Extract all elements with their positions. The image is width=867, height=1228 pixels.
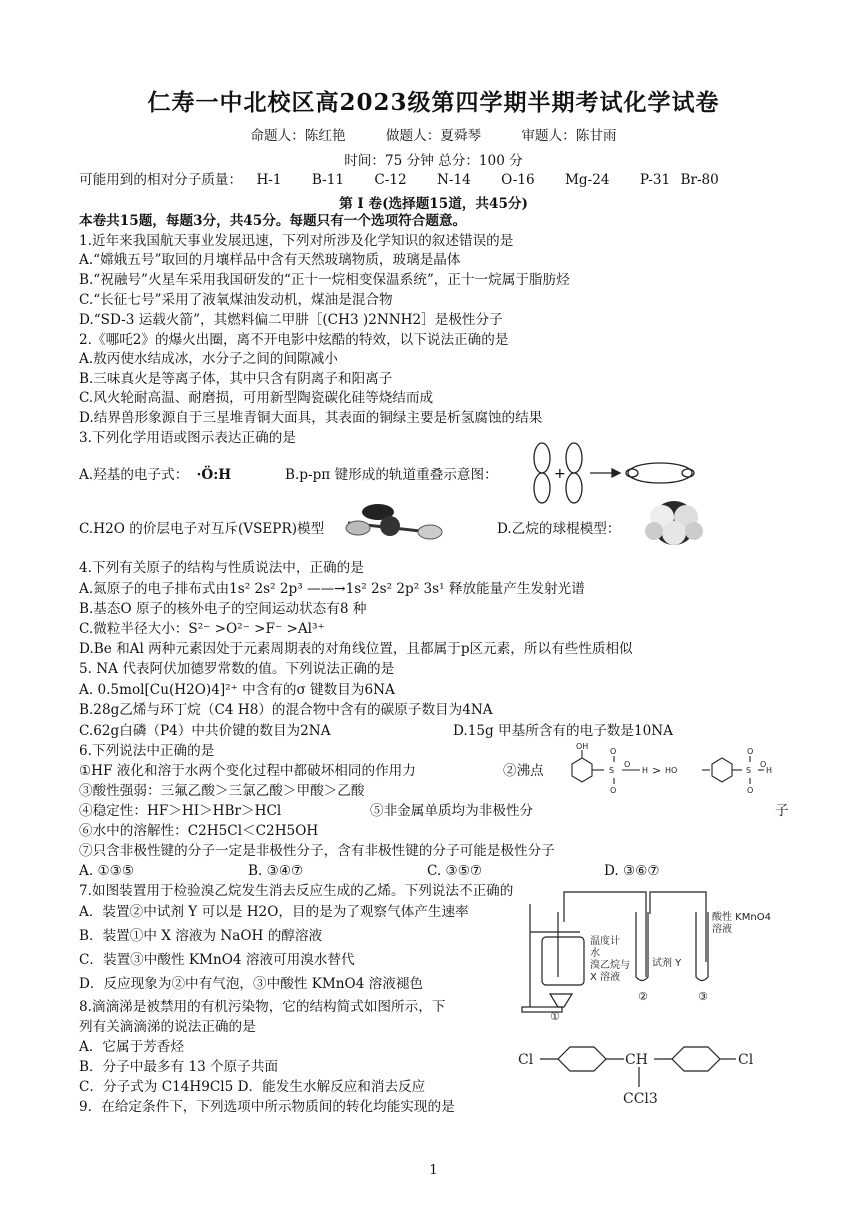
mass-item: O-16 — [501, 172, 535, 188]
q7-stem: 7.如图装置用于检验溴乙烷发生消去反应生成的乙烯。下列说法不正确的 — [79, 883, 514, 899]
fig-label-x-solution: X 溶液 — [590, 972, 621, 983]
ddt-ccl3: CCl3 — [623, 1091, 658, 1107]
boiling-point-structures-figure — [552, 742, 777, 804]
q7-option-b: B．装置①中 X 溶液为 NaOH 的醇溶液 — [79, 928, 323, 944]
q3-a-text: A.羟基的电子式： — [79, 467, 189, 483]
q6-option-d: D. ③⑥⑦ — [604, 863, 660, 879]
fig-label-thermometer: 温度计 — [590, 936, 620, 947]
svg-text:OH: OH — [576, 742, 589, 751]
q4-stem: 4.下列有关原子的结构与性质说法中，正确的是 — [79, 560, 364, 576]
q6-item-6: ⑥水中的溶解性：C2H5Cl＜C2H5OH — [79, 823, 319, 839]
vsepr-model-figure — [338, 498, 448, 543]
fig-label-kmno4: 酸性 KMnO4 — [712, 912, 771, 923]
svg-text:O: O — [610, 786, 617, 795]
author-reviewer: 审题人：陈甘雨 — [521, 128, 617, 144]
q4-option-b: B.基态O 原子的核外电子的空间运动状态有8 种 — [79, 601, 367, 617]
ethylene-apparatus-figure — [520, 882, 771, 1023]
q6-item-5-tail: 子 — [775, 803, 789, 819]
page-number: 1 — [429, 1163, 438, 1178]
ethane-ball-stick-figure — [640, 497, 708, 549]
svg-text:O: O — [760, 760, 767, 769]
q6-item-4: ④稳定性：HF＞HI＞HBr＞HCl — [79, 803, 282, 819]
q6-item-1: ①HF 液化和溶于水两个变化过程中都破坏相同的作用力 — [79, 763, 416, 779]
svg-text:O: O — [747, 747, 754, 756]
q7-option-c: C．装置③中酸性 KMnO4 溶液可用溴水替代 — [79, 952, 355, 968]
ddt-cl-left: Cl — [518, 1052, 534, 1068]
q5-option-c: C.62g白磷（P4）中共价键的数目为2NA — [79, 723, 331, 739]
q5-stem: 5. NA 代表阿伏加德罗常数的值。下列说法正确的是 — [79, 661, 395, 677]
q1-stem: 1.近年来我国航天事业发展迅速，下列对所涉及化学知识的叙述错误的是 — [79, 233, 514, 249]
q8-option-a: A．它属于芳香烃 — [79, 1039, 184, 1055]
fig-label-bromoethane: 溴乙烷与 — [590, 960, 630, 971]
q7-option-d: D．反应现象为②中有气泡，③中酸性 KMnO4 溶液褪色 — [79, 976, 424, 992]
q8-stem-2: 列有关滴滴涕的说法正确的是 — [79, 1019, 256, 1035]
q2-option-d: D.结界兽形象源自于三星堆青铜大面具，其表面的铜绿主要是析氢腐蚀的结果 — [79, 410, 543, 426]
q3-option-b: B.p-pπ 键形成的轨道重叠示意图： — [285, 467, 498, 483]
ddt-structure-figure — [518, 1035, 768, 1115]
q5-option-a: A. 0.5mol[Cu(H2O)4]²⁺ 中含有的σ 键数目为6NA — [79, 682, 395, 698]
q1-option-a: A.“嫦娥五号”取回的月壤样品中含有天然玻璃物质，玻璃是晶体 — [79, 252, 461, 268]
q1-option-d: D.“SD-3 运载火箭”，其燃料偏二甲肼［(CH3 )2NNH2］是极性分子 — [79, 312, 503, 328]
q5-option-b: B.28g乙烯与环丁烷（C4 H8）的混合物中含有的碳原子数目为4NA — [79, 702, 493, 718]
q8-option-b: B．分子中最多有 13 个原子共面 — [79, 1059, 279, 1075]
fig-label-1: ① — [550, 1010, 560, 1023]
q6-item-5: ⑤非金属单质均为非极性分 — [370, 803, 534, 819]
ddt-cl-right: Cl — [738, 1052, 754, 1068]
authors-line — [0, 124, 867, 144]
q6-option-c: C. ③⑤⑦ — [427, 863, 483, 879]
svg-text:O: O — [610, 747, 617, 756]
q1-option-c: C.“长征七号”采用了液氧煤油发动机，煤油是混合物 — [79, 292, 393, 308]
q1-option-b: B.“祝融号”火星车采用我国研发的“正十一烷相变保温系统”，正十一烷属于脂肪烃 — [79, 272, 570, 288]
section-note: 本卷共15题，每题3分，共45分。每题只有一个选项符合题意。 — [79, 213, 467, 229]
svg-text:O: O — [747, 786, 754, 795]
q9-stem: 9．在给定条件下，下列选项中所示物质间的转化均能实现的是 — [79, 1099, 455, 1115]
page-title: 仁寿一中北校区高2023级第四学期半期考试化学试卷 — [147, 89, 720, 116]
author-setter: 命题人：陈红艳 — [250, 128, 346, 144]
q7-option-a: A．装置②中试剂 Y 可以是 H2O，目的是为了观察气体产生速率 — [79, 904, 469, 920]
q3-option-a — [79, 466, 231, 484]
q8-option-c-d: C．分子式为 C14H9Cl5 D．能发生水解反应和消去反应 — [79, 1079, 426, 1095]
svg-text:H: H — [642, 766, 649, 775]
compare-sign: > — [652, 764, 662, 777]
q3-option-c: C.H2O 的价层电子对互斥(VSEPR)模型 — [79, 521, 325, 537]
ddt-ch: CH — [625, 1052, 648, 1068]
svg-text:HO: HO — [665, 766, 678, 775]
q3-stem: 3.下列化学用语或图示表达正确的是 — [79, 430, 296, 446]
mass-item: C-12 — [374, 172, 407, 188]
q6-option-a: A. ①③⑤ — [79, 863, 135, 879]
mass-item: H-1 — [256, 172, 282, 188]
mass-item: B-11 — [311, 172, 345, 188]
q4-option-a: A.氮原子的电子排布式由1s² 2s² 2p³ ——→1s² 2s² 2p² 3s¹ 释放能量产生发射光谱 — [79, 581, 585, 597]
q2-option-a: A.敖丙使水结成冰，水分子之间的间隙减小 — [79, 351, 338, 367]
svg-text:H: H — [766, 766, 773, 775]
q6-option-b: B. ③④⑦ — [248, 863, 304, 879]
fig-label-water: 水 — [590, 948, 600, 959]
q2-stem: 2.《哪吒2》的爆火出圈，离不开电影中炫酷的特效，以下说法正确的是 — [79, 332, 509, 348]
fig-label-solution: 溶液 — [712, 924, 732, 935]
q8-stem-1: 8.滴滴涕是被禁用的有机污染物，它的结构简式如图所示，下 — [79, 999, 446, 1015]
q2-option-b: B.三味真火是等离子体，其中只含有阴离子和阳离子 — [79, 371, 393, 387]
mass-item: N-14 — [436, 172, 471, 188]
q4-option-c: C.微粒半径大小：S²⁻ >O²⁻ >F⁻ >Al³⁺ — [79, 621, 325, 637]
mass-item: P-31 — [639, 172, 671, 188]
mass-item: Mg-24 — [564, 172, 610, 188]
q6-item-7: ⑦只含非极性键的分子一定是非极性分子，含有非极性键的分子可能是极性分子 — [79, 843, 555, 859]
q4-option-d: D.Be 和Al 两种元素因处于元素周期表的对角线位置，且都属于p区元素，所以有些性质相似 — [79, 641, 633, 657]
svg-text:O: O — [624, 760, 631, 769]
time-info: 时间：75 分钟 总分：100 分 — [344, 153, 523, 169]
svg-text:+: + — [554, 466, 566, 482]
author-tester: 做题人：夏舜琴 — [385, 128, 482, 144]
q5-option-d: D.15g 甲基所含有的电子数是10NA — [453, 723, 674, 739]
svg-text:S: S — [746, 766, 752, 775]
mass-item: Br-80 — [680, 172, 719, 188]
fig-label-reagent-y: 试剂 Y — [652, 958, 682, 969]
fig-label-3: ③ — [698, 990, 708, 1003]
relative-masses — [79, 171, 745, 189]
hydroxyl-electron-formula: ·Ö:H — [196, 467, 232, 483]
q6-item-2: ②沸点 — [503, 763, 544, 779]
svg-text:S: S — [609, 766, 615, 775]
q6-item-3: ③酸性强弱：三氟乙酸＞三氯乙酸＞甲酸＞乙酸 — [79, 783, 365, 799]
fig-label-2: ② — [638, 990, 648, 1003]
section-title: 第 I 卷(选择题15道，共45分) — [339, 196, 528, 212]
q6-stem: 6.下列说法中正确的是 — [79, 743, 215, 759]
q3-option-d: D.乙烷的球棍模型： — [497, 521, 621, 537]
masses-label: 可能用到的相对分子质量： — [79, 172, 243, 188]
q2-option-c: C.风火轮耐高温、耐磨损，可用新型陶瓷碳化硅等烧结而成 — [79, 390, 434, 406]
